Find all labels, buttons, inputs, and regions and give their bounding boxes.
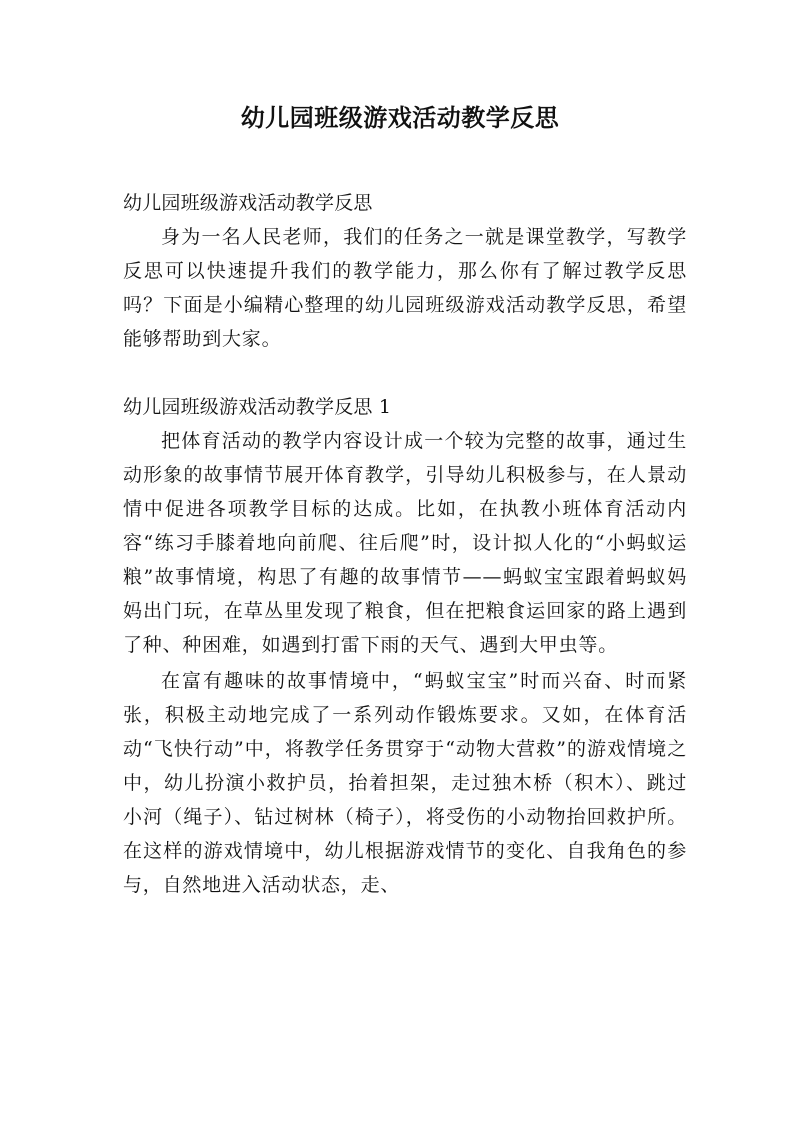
intro-heading: 幼儿园班级游戏活动教学反思 [123,192,373,214]
body-paragraph-1: 把体育活动的教学内容设计成一个较为完整的故事，通过生动形象的故事情节展开体育教学，引导幼儿积极参与，在人景动情中促进各项教学目标的达成。比如，在执教小班体育活动内容“练习手膝着地向前爬、往后爬”时，设计拟人化的“小蚂蚁运粮”故事情境，构思了有趣的故事情节——蚂蚁宝宝跟着蚂蚁妈妈出门玩，在草丛里发现了粮食，但在把粮食运回家的路上遇到了种、种困难，如遇到打雷下雨的天气、遇到大甲虫等。 [123,430,687,656]
section-spacer [123,356,687,390]
document-title: 幼儿园班级游戏活动教学反思 [240,103,560,132]
document-body [123,186,687,902]
body-paragraph-2: 在富有趣味的故事情境中，“蚂蚁宝宝”时而兴奋、时而紧张，积极主动地完成了一系列动作锻炼要求。又如，在体育活动“飞快行动”中，将教学任务贯穿于“动物大营救”的游戏情境之中，幼儿扮演小救护员，抬着担架，走过独木桥（积木）、跳过小河（绳子）、钻过树林（椅子），将受伤的小动物抬回救护所。在这样的游戏情境中，幼儿根据游戏情节的变化、自我角色的参与，自然地进入活动状态，走、 [123,670,687,896]
intro-paragraph: 身为一名人民老师，我们的任务之一就是课堂教学，写教学反思可以快速提升我们的教学能力，那么你有了解过教学反思吗？下面是小编精心整理的幼儿园班级游戏活动教学反思，希望能够帮助到大家。 [123,226,687,350]
section-heading: 幼儿园班级游戏活动教学反思 1 [123,396,392,418]
